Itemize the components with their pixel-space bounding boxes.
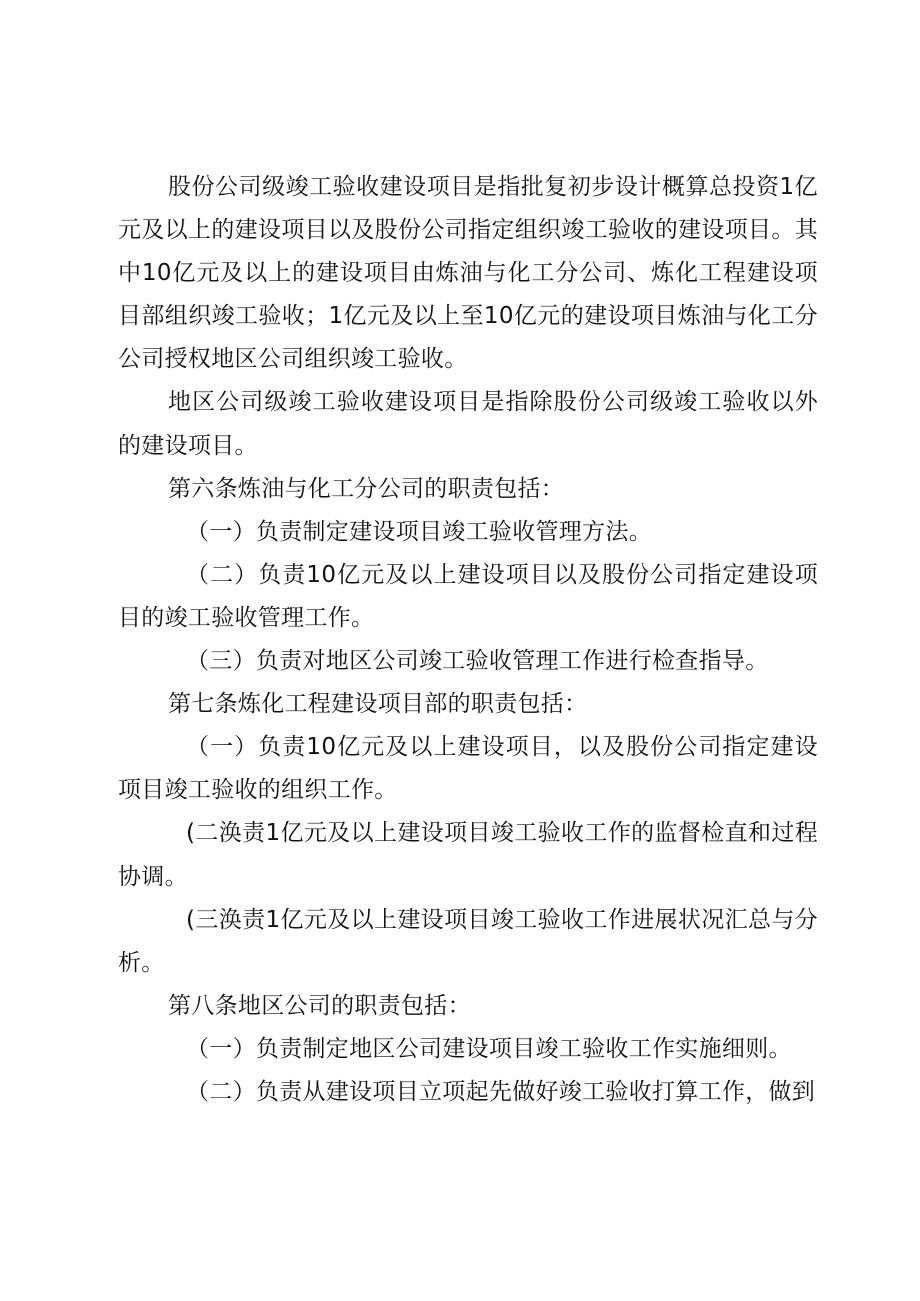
paragraph-company-level-acceptance: 股份公司级竣工验收建设项目是指批复初步设计概算总投资1亿元及以上的建设项目以及股份公司指定组织竣工验收的建设项目。其中10亿元及以上的建设项目由炼油与化工分公司、炼化工程建设项目部组织竣工验收；1亿元及以上至10亿元的建设项目炼油与化工分公司授权地区公司组织竣工验收。 [118, 174, 818, 373]
article-6-heading: 第六条炼油与化工分公司的职责包括： [168, 475, 565, 502]
article-7-item-3: (三涣责1亿元及以上建设项目竣工验收工作进展状况汇总与分析。 [118, 906, 818, 976]
article-7-item-1: （一）负责10亿元及以上建设项目，以及股份公司指定建设项目竣工验收的组织工作。 [118, 734, 818, 804]
article-6-item-2: （二）负责10亿元及以上建设项目以及股份公司指定建设项目的竣工验收管理工作。 [118, 561, 818, 631]
article-7-heading: 第七条炼化工程建设项目部的职责包括： [168, 691, 588, 718]
article-6-item-3: （三）负责对地区公司竣工验收管理工作进行检查指导。 [186, 648, 769, 675]
article-8-heading: 第八条地区公司的职责包括： [168, 992, 471, 1019]
article-7-item-2: (二涣责1亿元及以上建设项目竣工验收工作的监督检直和过程协调。 [118, 820, 818, 890]
document-body [118, 166, 818, 1114]
article-6-item-1: （一）负责制定建设项目竣工验收管理方法。 [186, 518, 652, 545]
article-8-item-1: （一）负责制定地区公司建设项目竣工验收工作实施细则。 [186, 1035, 792, 1062]
paragraph-regional-level-acceptance: 地区公司级竣工验收建设项目是指除股份公司级竣工验收以外的建设项目。 [118, 389, 818, 459]
article-8-item-2: （二）负责从建设项目立项起先做好竣工验收打算工作，做到 [186, 1078, 816, 1105]
